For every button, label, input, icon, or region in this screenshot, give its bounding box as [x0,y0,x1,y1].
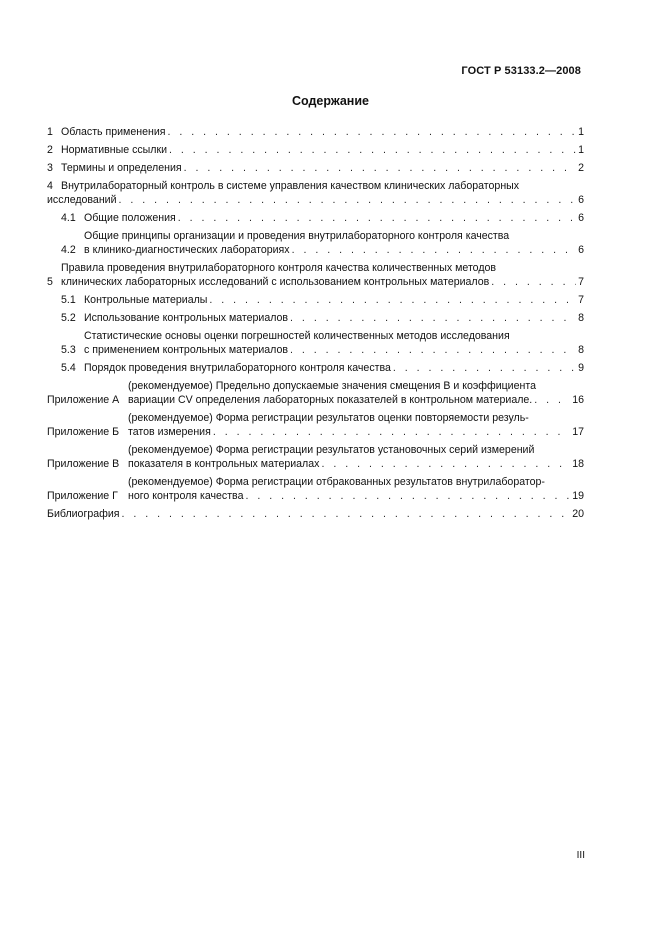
page-number-footer: III [576,850,585,861]
toc-page-number: 8 [578,312,584,324]
toc-entry-title: (рекомендуемое) Форма регистрации результатов оценки повторяемости резуль- [128,412,529,424]
toc-entry-title: Библиография [47,508,120,520]
toc-page-number: 1 [578,126,584,138]
toc-page-number: 6 [578,212,584,224]
toc-entry-title-continued: исследований [47,194,117,206]
toc-entry-title: Общие положения [84,212,176,224]
toc-entry-number: 5.4 [61,362,76,374]
toc-page-number: 16 [572,394,584,406]
toc-entry-number: Приложение Б [47,426,120,438]
toc-entry-number: 4 [47,180,53,192]
leader-dots [213,425,570,439]
leader-dots [245,489,570,503]
leader-dots [121,507,570,521]
toc-entry[interactable] [61,311,584,325]
leader-dots [167,125,576,139]
toc-entry-number: 5.1 [61,294,76,306]
toc-entry-title: Правила проведения внутрилабораторного контроля качества количественных методов [61,262,497,274]
toc-entry-title-continued: показателя в контрольных материалах [128,458,320,470]
toc-entry-title: Использование контрольных материалов [84,312,289,324]
toc-entry[interactable] [47,161,584,175]
leader-dots [292,243,577,257]
page-title: Содержание [291,94,369,108]
toc-entry-number: 5.3 [61,344,76,356]
toc-entry-bibliography[interactable] [47,507,584,521]
toc-entry-title-continued: клинических лабораторных исследований с использованием контрольных материалов [61,276,490,288]
toc-page-number: 6 [578,194,584,206]
toc-entry-number: 5 [47,276,53,288]
toc-entry[interactable] [61,293,584,307]
leader-dots [290,311,576,325]
toc-entry-number: 4.1 [61,212,76,224]
toc-entry-title-continued: вариации CV определения лабораторных показателей в контрольном материале. [128,394,533,406]
toc-entry-number: Приложение В [47,458,120,470]
table-of-contents [47,125,584,525]
toc-page-number: 1 [578,144,584,156]
toc-entry-title: (рекомендуемое) Форма регистрации результатов установочных серий измерений [128,444,535,456]
toc-page-number: 19 [572,490,584,502]
toc-entry-number: Приложение Г [47,490,118,502]
toc-entry-title-continued: с применением контрольных материалов [84,344,288,356]
leader-dots [119,193,577,207]
leader-dots [169,143,576,157]
toc-entry[interactable] [47,179,584,207]
toc-entry-title: Контрольные материалы [84,294,208,306]
toc-entry-title: Статистические основы оценки погрешностей количественных методов исследования [84,330,510,342]
leader-dots [209,293,576,307]
toc-entry-title: Область применения [61,126,166,138]
toc-entry[interactable] [47,261,584,289]
toc-entry-title: Нормативные ссылки [61,144,168,156]
toc-entry-appendix[interactable] [47,443,584,471]
leader-dots [534,393,570,407]
toc-entry[interactable] [61,361,584,375]
toc-page-number: 20 [572,508,584,520]
toc-entry-appendix[interactable] [47,475,584,503]
toc-entry-number: 4.2 [61,244,76,256]
toc-entry-number: Приложение А [47,394,120,406]
toc-entry[interactable] [47,125,584,139]
toc-entry-appendix[interactable] [47,411,584,439]
leader-dots [393,361,576,375]
leader-dots [184,161,576,175]
toc-page-number: 7 [578,294,584,306]
toc-entry-title: Порядок проведения внутрилабораторного контроля качества [84,362,391,374]
leader-dots [321,457,570,471]
toc-page-number: 17 [572,426,584,438]
toc-entry[interactable] [61,211,584,225]
leader-dots [290,343,576,357]
toc-entry-title: Термины и определения [61,162,182,174]
toc-page-number: 6 [578,244,584,256]
toc-entry-title: (рекомендуемое) Предельно допускаемые значения смещения B и коэффициента [128,380,536,392]
toc-entry-appendix[interactable] [47,379,584,407]
document-standard-number: ГОСТ Р 53133.2—2008 [461,65,581,77]
toc-entry-title-continued: в клинико-диагностических лабораториях [84,244,290,256]
toc-entry-title: Внутрилабораторный контроль в системе управления качеством клинических лабораторных [61,180,520,192]
toc-page-number: 9 [578,362,584,374]
toc-page-number: 8 [578,344,584,356]
toc-entry-title-continued: ного контроля качества [128,490,244,502]
toc-entry-number: 3 [47,162,53,174]
toc-page-number: 2 [578,162,584,174]
toc-entry-number: 2 [47,144,53,156]
toc-entry-number: 1 [47,126,53,138]
toc-entry[interactable] [47,143,584,157]
leader-dots [491,275,576,289]
toc-entry-title: (рекомендуемое) Форма регистрации отбракованных результатов внутрилаборатор- [128,476,545,488]
toc-entry[interactable] [61,329,584,357]
toc-page-number: 18 [572,458,584,470]
toc-entry[interactable] [61,229,584,257]
toc-page-number: 7 [578,276,584,288]
toc-entry-number: 5.2 [61,312,76,324]
toc-entry-title: Общие принципы организации и проведения внутрилабораторного контроля качества [84,230,510,242]
toc-entry-title-continued: татов измерения [128,426,211,438]
leader-dots [178,211,576,225]
